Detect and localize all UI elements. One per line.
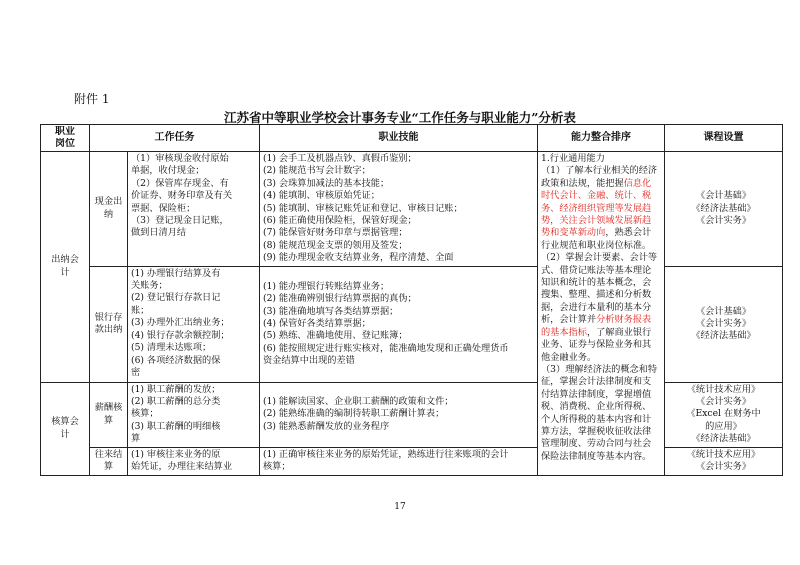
attachment-label: 附件 1 xyxy=(74,92,110,106)
task-cell: (1) 审核往来业务的原 始凭证，办理往来结算业 xyxy=(128,447,260,475)
table-row xyxy=(41,266,783,382)
course-cell: 《统计技术应用》 《会计实务》 xyxy=(665,447,783,475)
course-cell: 《会计基础》 《经济法基础》 《会计实务》 xyxy=(665,152,783,267)
skill-cell: (1) 正确审核往来业务的原始凭证，熟练进行往来账项的会计 核算； xyxy=(260,447,538,475)
header-ability: 能力整合排序 xyxy=(538,125,665,152)
ability-cell: 1.行业通用能力 （1）了解本行业相关的经济 政策和法规，能把握信息化 时代会计、金融、统计、税 务、经济组织管理等发展趋 势，关注会计领域发展新趋 势和变革新动向，熟悉会计 行业规范和职业岗位标准。 （2）掌握会计要素、会计等 式、借贷记账法等基本理论 知识和统计的基本概念，会 搜集、整理、描述和分析数 据，会进行本量利的基本分 析，会计算并分析财务报表 的基本指标，了解商业银行 业务、证券与保险业务和其 他金融业务。 （3）理解经济法的概念和特 征，掌握会计法律制度和支 付结算法律制度，掌握增值 税、消费税、企业所得税、 个人所得税的基本内容和计 算方法，掌握税收征收法律 管理制度、劳动合同与社会 保险法律制度等基本内容。 xyxy=(538,152,665,476)
subpost-receivable: 往来结 算 xyxy=(90,447,128,475)
page-number: 17 xyxy=(394,502,406,512)
header-skill: 职业技能 xyxy=(260,125,538,152)
header-course: 课程设置 xyxy=(665,125,783,152)
task-cell: (1) 职工薪酬的发放； (2) 职工薪酬的总分类 核算； (3) 职工薪酬的明细核 算 xyxy=(128,382,260,447)
subpost-salary: 薪酬核 算 xyxy=(90,382,128,447)
skill-cell: (1) 能办理银行转账结算业务； (2) 能准确辨别银行结算票据的真伪； (3) 能准确地填写各类结算票据； (4) 保管好各类结算票据； (5) 熟练、准确地使用、登记账簿； (6) 能按照规定进行账实核对，能准确地发现和正确处理货币 资金结算中出现的差错 xyxy=(260,266,538,382)
table-row xyxy=(41,447,783,475)
analysis-table xyxy=(40,124,783,476)
table-row xyxy=(41,152,783,267)
header-row xyxy=(41,125,783,152)
task-cell: （1）审核现金收付原始 单据，收付现金； （2）保管库存现金、有 价证券、财务印章及有关 票据、保险柜； （3）登记现金日记账， 做到日清月结 xyxy=(128,152,260,267)
document-title: 江苏省中等职业学校会计事务专业“工作任务与职业能力”分析表 xyxy=(224,110,576,125)
header-post: 职业 岗位 xyxy=(41,125,90,152)
subpost-bank: 银行存 款出纳 xyxy=(90,266,128,382)
header-task: 工作任务 xyxy=(90,125,260,152)
skill-cell: (1) 能解读国家、企业职工薪酬的政策和文件； (2) 能熟练准确的编制待转职工薪酬计算表； (3) 能熟悉薪酬发放的业务程序 xyxy=(260,382,538,447)
subpost-cash: 现金出 纳 xyxy=(90,152,128,267)
post-accounting: 核算会 计 xyxy=(41,382,90,475)
post-cashier: 出纳会 计 xyxy=(41,152,90,383)
skill-cell: (1) 会手工及机器点钞、真假币鉴别； (2) 能规范书写会计数字； (3) 会珠算加减法的基本技能； (4) 能填制、审核原始凭证； (5) 能填制、审核记账凭证和登记、审核日记账； (6) 能正确使用保险柜，保管好现金； (7) 能保管好财务印章与票据管理； (8) 能规范现金支票的领用及签发； (9) 能办理现金收支结算业务，程序清楚、全面 xyxy=(260,152,538,267)
table-row xyxy=(41,382,783,447)
course-cell: 《会计基础》 《会计实务》 《经济法基础》 xyxy=(665,266,783,382)
task-cell: (1) 办理银行结算及有 关账务； (2) 登记银行存款日记 账； (3) 办理外汇出纳业务； (4) 银行存款余额控制； (5) 清理未达账项； (6) 各项经济数据的保 密 xyxy=(128,266,260,382)
course-cell: 《统计技术应用》 《会计实务》 《Excel 在财务中 的应用》 《经济法基础》 xyxy=(665,382,783,447)
